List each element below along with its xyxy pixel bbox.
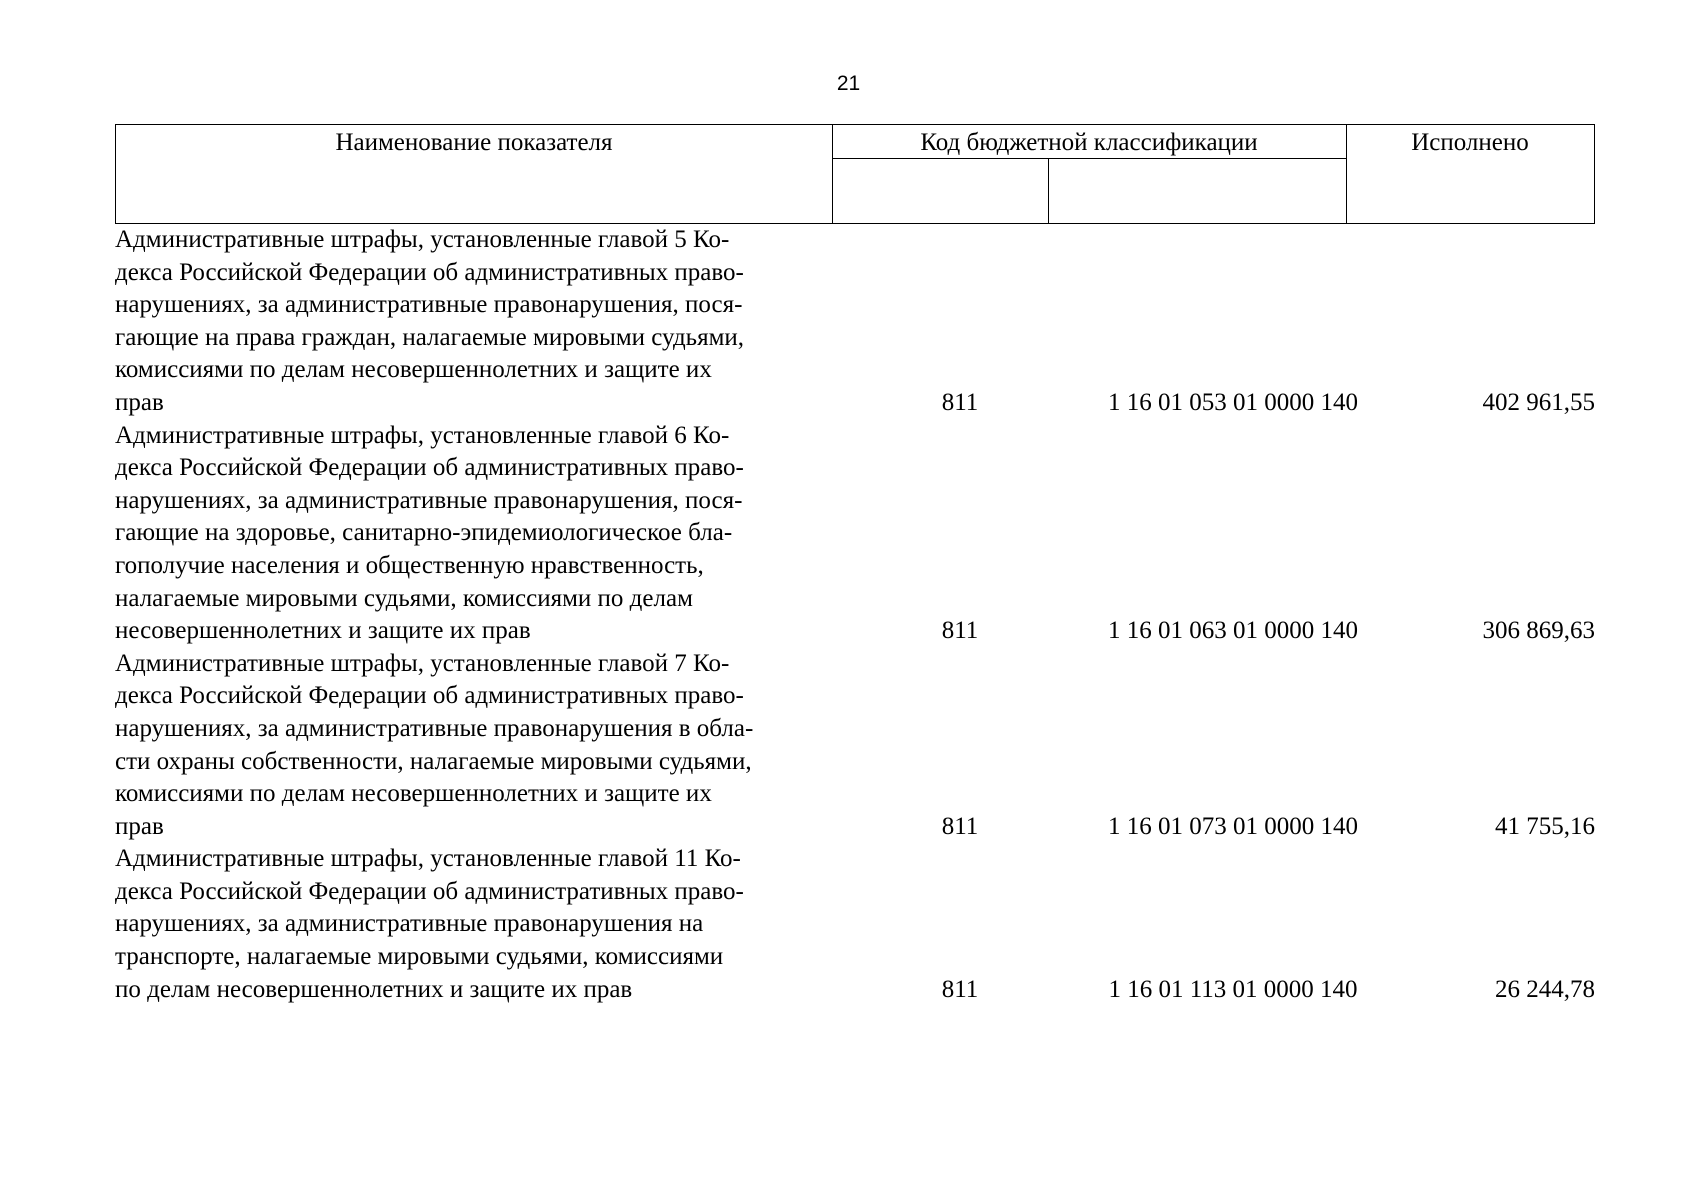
indicator-name: Административные штрафы, установленные главой 7 Ко- декса Российской Федерации об административных право- нарушениях, за административные правонарушения в обла- сти охраны собственности, налагаемые мировыми судьями, комиссиями по делам несовершеннолетних и защите их прав bbox=[115, 649, 754, 840]
table-row bbox=[115, 224, 1595, 420]
table-row bbox=[115, 420, 1595, 648]
admin-code: 811 bbox=[941, 388, 979, 416]
header-executed-column: Исполнено bbox=[1411, 129, 1529, 156]
header-code-column: Код бюджетной классификации bbox=[920, 129, 1258, 156]
indicator-name: Административные штрафы, установленные главой 5 Ко- декса Российской Федерации об административных право- нарушениях, за административные правонарушения, пося- гающие на права граждан, налагаемые мировыми судьями, комиссиями по делам несовершеннолетних и защите их прав bbox=[115, 226, 745, 416]
page-number: 21 bbox=[836, 72, 861, 95]
header-subdivider bbox=[832, 158, 1346, 159]
admin-code: 811 bbox=[941, 812, 979, 840]
header-name-column: Наименование показателя bbox=[335, 129, 613, 156]
executed-amount: 402 961,55 bbox=[1482, 388, 1595, 416]
table-header bbox=[115, 124, 1595, 224]
executed-amount: 306 869,63 bbox=[1482, 617, 1595, 645]
header-code-split bbox=[1048, 158, 1049, 224]
table-row bbox=[115, 843, 1595, 1006]
budget-code: 1 16 01 063 01 0000 140 bbox=[1108, 617, 1358, 645]
budget-code: 1 16 01 073 01 0000 140 bbox=[1108, 812, 1358, 840]
admin-code: 811 bbox=[941, 617, 979, 645]
budget-code: 1 16 01 113 01 0000 140 bbox=[1108, 975, 1358, 1003]
executed-amount: 41 755,16 bbox=[1495, 812, 1595, 840]
admin-code: 811 bbox=[941, 975, 979, 1003]
indicator-name: Административные штрафы, установленные главой 11 Ко- декса Российской Федерации об административных право- нарушениях, за административные правонарушения на транспорте, налагаемые мировыми судьями, комиссиями по делам несовершеннолетних и защите их прав bbox=[115, 845, 744, 1003]
table-body bbox=[115, 224, 1595, 1006]
indicator-name: Административные штрафы, установленные главой 6 Ко- декса Российской Федерации об административных право- нарушениях, за административные правонарушения, пося- гающие на здоровье, санитарно-эпидемиологическое бла- гополучие населения и общественную нравственность, налагаемые мировыми судьями, комиссиями по делам несовершеннолетних и защите их прав bbox=[115, 421, 744, 645]
table-row bbox=[115, 648, 1595, 844]
budget-code: 1 16 01 053 01 0000 140 bbox=[1108, 388, 1358, 416]
executed-amount: 26 244,78 bbox=[1495, 975, 1595, 1003]
